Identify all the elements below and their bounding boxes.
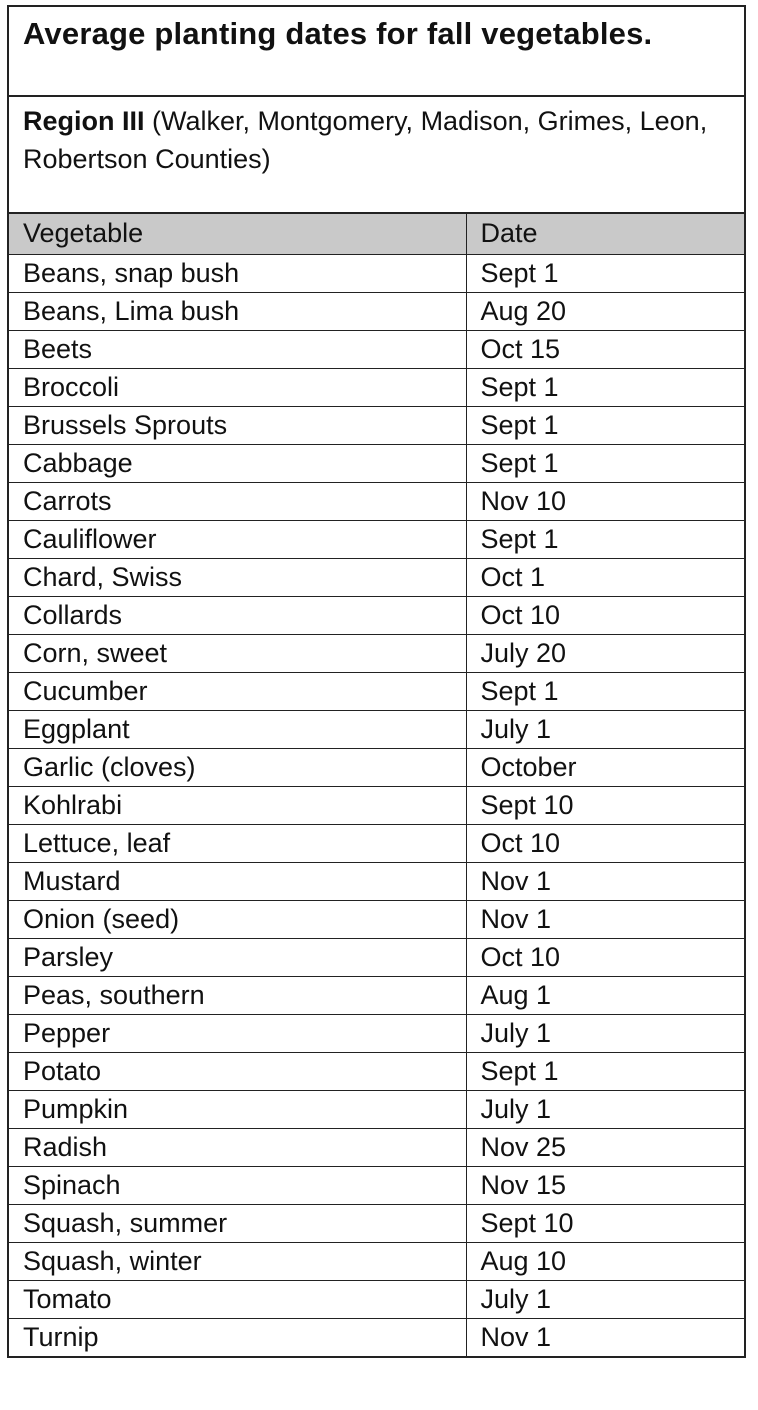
date-cell: July 1 (466, 1014, 744, 1052)
date-cell: Sept 1 (466, 368, 744, 406)
table-row (9, 976, 744, 1014)
date-cell: Oct 15 (466, 330, 744, 368)
date-cell: July 1 (466, 710, 744, 748)
vegetable-cell: Spinach (9, 1166, 466, 1204)
table-row (9, 254, 744, 292)
vegetable-cell: Tomato (9, 1280, 466, 1318)
vegetable-cell: Corn, sweet (9, 634, 466, 672)
table-row (9, 710, 744, 748)
vegetable-cell: Beets (9, 330, 466, 368)
date-cell: Nov 1 (466, 862, 744, 900)
vegetable-cell: Pumpkin (9, 1090, 466, 1128)
date-cell: July 1 (466, 1090, 744, 1128)
column-header-vegetable: Vegetable (9, 214, 466, 254)
title-box (9, 7, 744, 97)
table-row (9, 672, 744, 710)
vegetable-cell: Eggplant (9, 710, 466, 748)
date-cell: Sept 1 (466, 1052, 744, 1090)
table-row (9, 1204, 744, 1242)
table-row (9, 596, 744, 634)
table-row (9, 1052, 744, 1090)
table-title: Average planting dates for fall vegetables. (23, 16, 653, 51)
table-row (9, 748, 744, 786)
vegetable-cell: Turnip (9, 1318, 466, 1356)
vegetable-cell: Peas, southern (9, 976, 466, 1014)
vegetable-cell: Potato (9, 1052, 466, 1090)
table-row (9, 938, 744, 976)
date-cell: Oct 10 (466, 824, 744, 862)
planting-table-frame (7, 5, 746, 1358)
planting-dates-table (9, 214, 744, 1356)
vegetable-cell: Parsley (9, 938, 466, 976)
table-row (9, 520, 744, 558)
table-row (9, 482, 744, 520)
table-row (9, 862, 744, 900)
table-row (9, 1318, 744, 1356)
vegetable-cell: Collards (9, 596, 466, 634)
table-row (9, 558, 744, 596)
region-box (9, 97, 744, 214)
table-header-row (9, 214, 744, 254)
date-cell: Sept 1 (466, 672, 744, 710)
date-cell: Sept 1 (466, 254, 744, 292)
vegetable-cell: Cabbage (9, 444, 466, 482)
date-cell: Oct 10 (466, 938, 744, 976)
table-row (9, 1128, 744, 1166)
vegetable-cell: Squash, winter (9, 1242, 466, 1280)
table-row (9, 1242, 744, 1280)
vegetable-cell: Carrots (9, 482, 466, 520)
column-header-date: Date (466, 214, 744, 254)
date-cell: Sept 1 (466, 520, 744, 558)
date-cell: Nov 1 (466, 900, 744, 938)
vegetable-cell: Brussels Sprouts (9, 406, 466, 444)
date-cell: Sept 10 (466, 786, 744, 824)
date-cell: Aug 20 (466, 292, 744, 330)
vegetable-cell: Kohlrabi (9, 786, 466, 824)
date-cell: Oct 10 (466, 596, 744, 634)
region-name: Region III (23, 106, 145, 136)
table-row (9, 824, 744, 862)
date-cell: Aug 10 (466, 1242, 744, 1280)
table-row (9, 1166, 744, 1204)
date-cell: Oct 1 (466, 558, 744, 596)
vegetable-cell: Mustard (9, 862, 466, 900)
table-row (9, 786, 744, 824)
table-row (9, 444, 744, 482)
date-cell: Nov 25 (466, 1128, 744, 1166)
date-cell: July 20 (466, 634, 744, 672)
date-cell: Nov 1 (466, 1318, 744, 1356)
date-cell: Sept 10 (466, 1204, 744, 1242)
date-cell: Aug 1 (466, 976, 744, 1014)
vegetable-cell: Onion (seed) (9, 900, 466, 938)
table-row (9, 406, 744, 444)
vegetable-cell: Pepper (9, 1014, 466, 1052)
table-row (9, 634, 744, 672)
vegetable-cell: Garlic (cloves) (9, 748, 466, 786)
date-cell: Nov 15 (466, 1166, 744, 1204)
date-cell: Sept 1 (466, 444, 744, 482)
region-counties: (Walker, Montgomery, Madison, Grimes, Leon, Robertson Counties) (23, 106, 708, 174)
vegetable-cell: Cucumber (9, 672, 466, 710)
vegetable-cell: Cauliflower (9, 520, 466, 558)
table-row (9, 1090, 744, 1128)
table-body (9, 254, 744, 1356)
vegetable-cell: Radish (9, 1128, 466, 1166)
table-row (9, 330, 744, 368)
date-cell: Sept 1 (466, 406, 744, 444)
vegetable-cell: Lettuce, leaf (9, 824, 466, 862)
date-cell: July 1 (466, 1280, 744, 1318)
vegetable-cell: Squash, summer (9, 1204, 466, 1242)
table-row (9, 292, 744, 330)
date-cell: October (466, 748, 744, 786)
table-row (9, 900, 744, 938)
date-cell: Nov 10 (466, 482, 744, 520)
table-row (9, 368, 744, 406)
table-row (9, 1014, 744, 1052)
table-row (9, 1280, 744, 1318)
vegetable-cell: Broccoli (9, 368, 466, 406)
vegetable-cell: Beans, snap bush (9, 254, 466, 292)
vegetable-cell: Beans, Lima bush (9, 292, 466, 330)
vegetable-cell: Chard, Swiss (9, 558, 466, 596)
